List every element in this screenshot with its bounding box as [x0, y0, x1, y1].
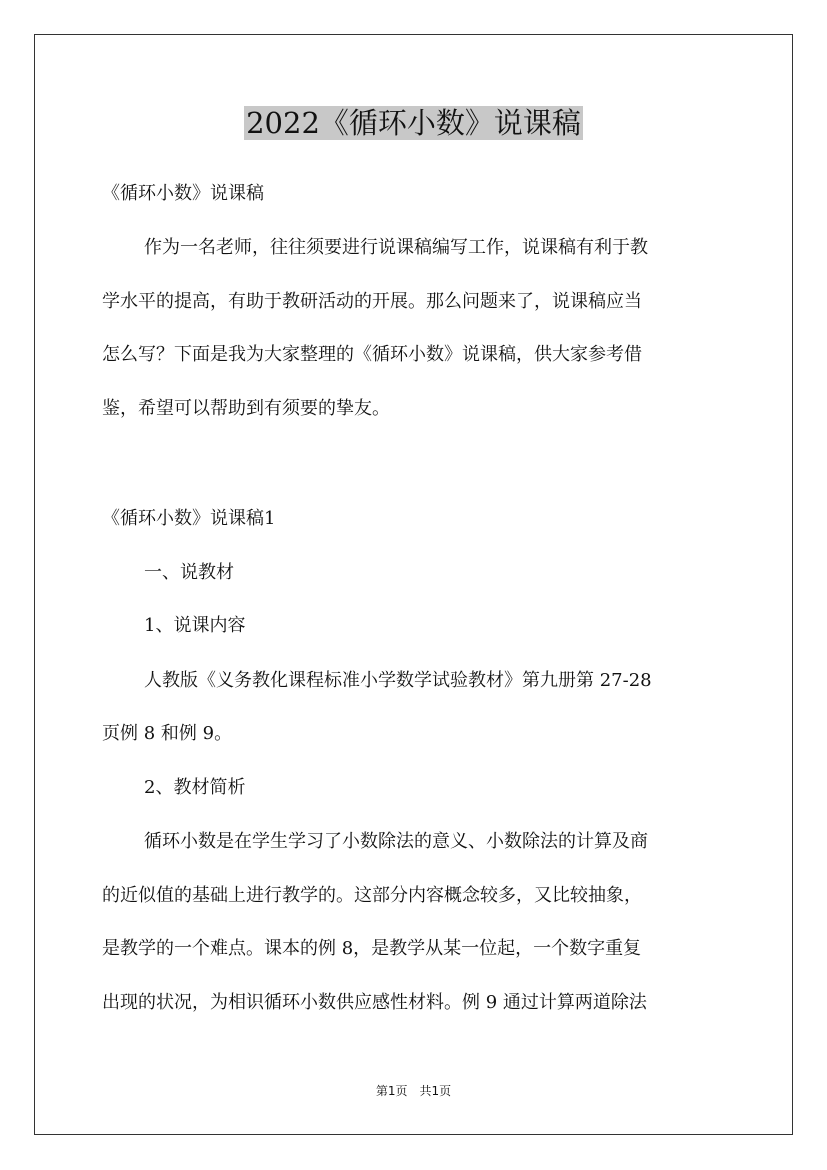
section-heading: 《循环小数》说课稿1	[102, 508, 276, 529]
intro-line: 学水平的提高，有助于教研活动的开展。那么问题来了，说课稿应当	[102, 291, 642, 312]
analysis-line: 循环小数是在学生学习了小数除法的意义、小数除法的计算及商	[144, 831, 648, 852]
content-line: 人教版《义务教化课程标准小学数学试验教材》第九册第 27-28	[144, 670, 652, 691]
page-footer: 第1页 共1页	[375, 1084, 452, 1098]
intro-line: 作为一名老师，往往须要进行说课稿编写工作，说课稿有利于教	[144, 237, 648, 258]
content-line: 页例 8 和例 9。	[102, 723, 233, 744]
heading-level-1: 一、说教材	[144, 562, 234, 583]
intro-line: 鉴，希望可以帮助到有须要的挚友。	[102, 398, 390, 419]
document-title: 2022《循环小数》说课稿	[246, 106, 581, 140]
intro-line: 怎么写？下面是我为大家整理的《循环小数》说课稿，供大家参考借	[102, 344, 642, 365]
analysis-line: 的近似值的基础上进行教学的。这部分内容概念较多，又比较抽象，	[102, 885, 642, 906]
analysis-line: 是教学的一个难点。课本的例 8，是教学从某一位起，一个数字重复	[102, 938, 642, 959]
heading-level-2: 2、教材简析	[144, 777, 246, 798]
subtitle: 《循环小数》说课稿	[102, 183, 264, 204]
heading-level-2: 1、说课内容	[144, 615, 246, 636]
analysis-line: 出现的状况，为相识循环小数供应感性材料。例 9 通过计算两道除法	[102, 992, 647, 1013]
